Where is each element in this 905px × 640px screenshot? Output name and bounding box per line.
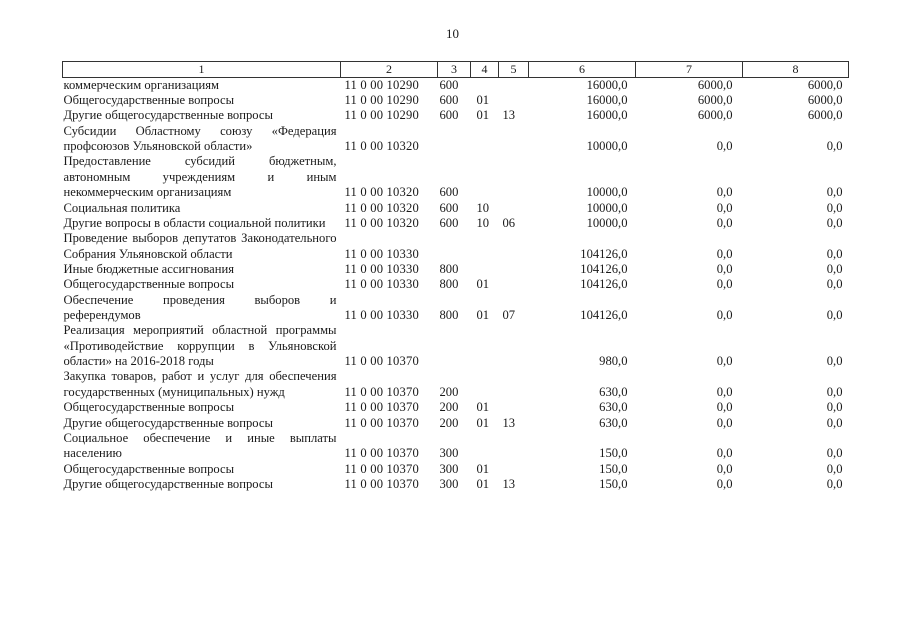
amount-col8: 6000,0 <box>807 108 843 123</box>
subsection-code <box>499 400 529 415</box>
amount-col8: 0,0 <box>826 261 843 276</box>
amount-col6: 10000,0 <box>586 185 628 200</box>
amount-col7: 6000,0 <box>697 77 733 92</box>
column-header: 5 <box>499 62 529 78</box>
target-article-code: 11 0 00 10370 <box>344 354 420 369</box>
section-code: 01 <box>476 400 490 415</box>
target-article-code: 11 0 00 10330 <box>344 308 420 323</box>
amount-col7: 0,0 <box>716 461 733 476</box>
subsection-code <box>499 124 529 155</box>
item-name: Иные бюджетные ассигнования <box>63 261 235 276</box>
amount-col8: 0,0 <box>826 277 843 292</box>
table-row <box>63 369 849 400</box>
amount-col7: 0,0 <box>716 185 733 200</box>
target-article-code: 11 0 00 10370 <box>344 446 420 461</box>
amount-col7: 0,0 <box>716 246 733 261</box>
amount-col6: 630,0 <box>599 415 628 430</box>
target-article-code: 11 0 00 10370 <box>344 384 420 399</box>
target-article-code: 11 0 00 10320 <box>344 139 420 154</box>
amount-col8: 0,0 <box>826 215 843 230</box>
target-article-code: 11 0 00 10330 <box>344 246 420 261</box>
subsection-code <box>499 277 529 292</box>
subsection-code: 06 <box>502 215 516 230</box>
expense-type-code: 300 <box>439 476 459 491</box>
item-name: Общегосударственные вопросы <box>63 277 235 292</box>
amount-col8: 0,0 <box>826 446 843 461</box>
budget-table <box>62 61 849 492</box>
table-row <box>63 201 849 216</box>
amount-col6: 10000,0 <box>586 215 628 230</box>
item-name: коммерческим организациям <box>63 77 219 92</box>
amount-col8: 0,0 <box>826 200 843 215</box>
subsection-code: 13 <box>502 415 516 430</box>
column-header: 6 <box>529 62 636 78</box>
subsection-code <box>499 231 529 262</box>
item-name: Общегосударственные вопросы <box>63 400 235 415</box>
column-number-header-row <box>63 62 849 78</box>
amount-col7: 0,0 <box>716 476 733 491</box>
column-header: 7 <box>636 62 743 78</box>
amount-col7: 0,0 <box>716 200 733 215</box>
amount-col8: 0,0 <box>826 415 843 430</box>
expense-type-code: 600 <box>439 92 459 107</box>
subsection-code <box>499 462 529 477</box>
subsection-code <box>499 201 529 216</box>
amount-col7: 0,0 <box>716 277 733 292</box>
column-header: 4 <box>471 62 499 78</box>
amount-col7: 6000,0 <box>697 108 733 123</box>
item-name: Обеспечение проведения выборов и референдумов <box>63 292 337 323</box>
amount-col7: 0,0 <box>716 308 733 323</box>
target-article-code: 11 0 00 10370 <box>344 400 420 415</box>
target-article-code: 11 0 00 10370 <box>344 461 420 476</box>
amount-col6: 104126,0 <box>580 261 628 276</box>
section-code <box>471 77 499 93</box>
expense-type-code: 300 <box>439 446 459 461</box>
item-name: Субсидии Областному союзу «Федерация профсоюзов Ульяновской области» <box>63 123 337 154</box>
target-article-code: 11 0 00 10320 <box>344 200 420 215</box>
amount-col8: 0,0 <box>826 185 843 200</box>
expense-type-code: 600 <box>439 77 459 92</box>
table-row <box>63 108 849 123</box>
item-name: Другие общегосударственные вопросы <box>63 415 273 430</box>
amount-col7: 0,0 <box>716 354 733 369</box>
column-header: 1 <box>63 62 341 78</box>
amount-col7: 0,0 <box>716 261 733 276</box>
target-article-code: 11 0 00 10320 <box>344 185 420 200</box>
section-code: 01 <box>476 308 490 323</box>
amount-col7: 6000,0 <box>697 92 733 107</box>
amount-col8: 0,0 <box>826 139 843 154</box>
item-name: Другие общегосударственные вопросы <box>63 476 273 491</box>
subsection-code <box>499 431 529 462</box>
target-article-code: 11 0 00 10370 <box>344 476 420 491</box>
table-row <box>63 231 849 262</box>
amount-col8: 0,0 <box>826 308 843 323</box>
amount-col8: 6000,0 <box>807 77 843 92</box>
item-name: Другие общегосударственные вопросы <box>63 108 273 123</box>
amount-col6: 104126,0 <box>580 246 628 261</box>
item-name: Реализация мероприятий областной программы «Противодействие коррупции в Ульяновской области» на 2016-2018 годы <box>63 323 337 369</box>
amount-col7: 0,0 <box>716 215 733 230</box>
amount-col7: 0,0 <box>716 446 733 461</box>
subsection-code <box>499 323 529 369</box>
expense-type-code: 300 <box>439 461 459 476</box>
target-article-code: 11 0 00 10330 <box>344 277 420 292</box>
expense-type-code: 800 <box>439 277 459 292</box>
table-row <box>63 262 849 277</box>
expense-type-code <box>438 231 471 262</box>
table-row <box>63 124 849 155</box>
table-row <box>63 323 849 369</box>
expense-type-code: 600 <box>439 185 459 200</box>
amount-col8: 0,0 <box>826 461 843 476</box>
section-code <box>471 431 499 462</box>
expense-type-code: 800 <box>439 261 459 276</box>
expense-type-code: 200 <box>439 384 459 399</box>
amount-col6: 630,0 <box>599 400 628 415</box>
section-code: 01 <box>476 476 490 491</box>
item-name: Предоставление субсидий бюджетным, автономным учреждениям и иным некоммерческим организациям <box>63 154 337 200</box>
amount-col6: 980,0 <box>599 354 628 369</box>
table-row <box>63 154 849 200</box>
section-code: 10 <box>476 200 490 215</box>
expense-type-code <box>438 323 471 369</box>
column-header: 3 <box>438 62 471 78</box>
item-name: Другие вопросы в области социальной политики <box>63 215 326 230</box>
section-code: 01 <box>476 277 490 292</box>
subsection-code <box>499 154 529 200</box>
table-body <box>63 77 849 492</box>
section-code: 10 <box>476 215 490 230</box>
amount-col6: 104126,0 <box>580 277 628 292</box>
subsection-code <box>499 93 529 108</box>
amount-col8: 0,0 <box>826 384 843 399</box>
section-code: 01 <box>476 415 490 430</box>
column-header: 8 <box>743 62 849 78</box>
expense-type-code: 800 <box>439 308 459 323</box>
table-row <box>63 77 849 93</box>
subsection-code: 13 <box>502 108 516 123</box>
section-code <box>471 124 499 155</box>
amount-col7: 0,0 <box>716 384 733 399</box>
subsection-code: 13 <box>502 476 516 491</box>
amount-col6: 104126,0 <box>580 308 628 323</box>
table-row <box>63 400 849 415</box>
subsection-code <box>499 262 529 277</box>
amount-col8: 0,0 <box>826 246 843 261</box>
subsection-code: 07 <box>502 308 516 323</box>
item-name: Социальное обеспечение и иные выплаты населению <box>63 430 337 461</box>
amount-col6: 10000,0 <box>586 200 628 215</box>
expense-type-code: 600 <box>439 200 459 215</box>
item-name: Проведение выборов депутатов Законодательного Собрания Ульяновской области <box>63 231 337 261</box>
section-code <box>471 323 499 369</box>
expense-type-code: 200 <box>439 400 459 415</box>
amount-col6: 630,0 <box>599 384 628 399</box>
section-code <box>471 154 499 200</box>
target-article-code: 11 0 00 10370 <box>344 415 420 430</box>
page-number: 10 <box>446 26 459 41</box>
item-name: Социальная политика <box>63 200 181 215</box>
amount-col6: 16000,0 <box>586 92 628 107</box>
expense-type-code: 600 <box>439 215 459 230</box>
amount-col8: 0,0 <box>826 400 843 415</box>
amount-col6: 10000,0 <box>586 139 628 154</box>
table-row <box>63 431 849 462</box>
table-row <box>63 462 849 477</box>
amount-col6: 150,0 <box>599 476 628 491</box>
amount-col7: 0,0 <box>716 400 733 415</box>
expense-type-code <box>438 124 471 155</box>
target-article-code: 11 0 00 10330 <box>344 261 420 276</box>
target-article-code: 11 0 00 10320 <box>344 215 420 230</box>
target-article-code: 11 0 00 10290 <box>344 77 420 92</box>
subsection-code <box>499 369 529 400</box>
expense-type-code: 200 <box>439 415 459 430</box>
amount-col6: 150,0 <box>599 461 628 476</box>
table-row <box>63 293 849 324</box>
amount-col8: 6000,0 <box>807 92 843 107</box>
table-row <box>63 416 849 431</box>
section-code <box>471 262 499 277</box>
target-article-code: 11 0 00 10290 <box>344 92 420 107</box>
item-name: Общегосударственные вопросы <box>63 92 235 107</box>
table-row <box>63 277 849 292</box>
column-header: 2 <box>341 62 438 78</box>
subsection-code <box>499 77 529 93</box>
amount-col6: 16000,0 <box>586 77 628 92</box>
table-row <box>63 93 849 108</box>
amount-col8: 0,0 <box>826 476 843 491</box>
amount-col6: 150,0 <box>599 446 628 461</box>
expense-type-code: 600 <box>439 108 459 123</box>
amount-col8: 0,0 <box>826 354 843 369</box>
section-code: 01 <box>476 92 490 107</box>
amount-col6: 16000,0 <box>586 108 628 123</box>
section-code <box>471 369 499 400</box>
item-name: Общегосударственные вопросы <box>63 461 235 476</box>
table-row <box>63 216 849 231</box>
amount-col7: 0,0 <box>716 139 733 154</box>
section-code: 01 <box>476 461 490 476</box>
section-code: 01 <box>476 108 490 123</box>
section-code <box>471 231 499 262</box>
item-name: Закупка товаров, работ и услуг для обеспечения государственных (муниципальных) нужд <box>63 369 337 399</box>
target-article-code: 11 0 00 10290 <box>344 108 420 123</box>
table-row <box>63 477 849 492</box>
amount-col7: 0,0 <box>716 415 733 430</box>
